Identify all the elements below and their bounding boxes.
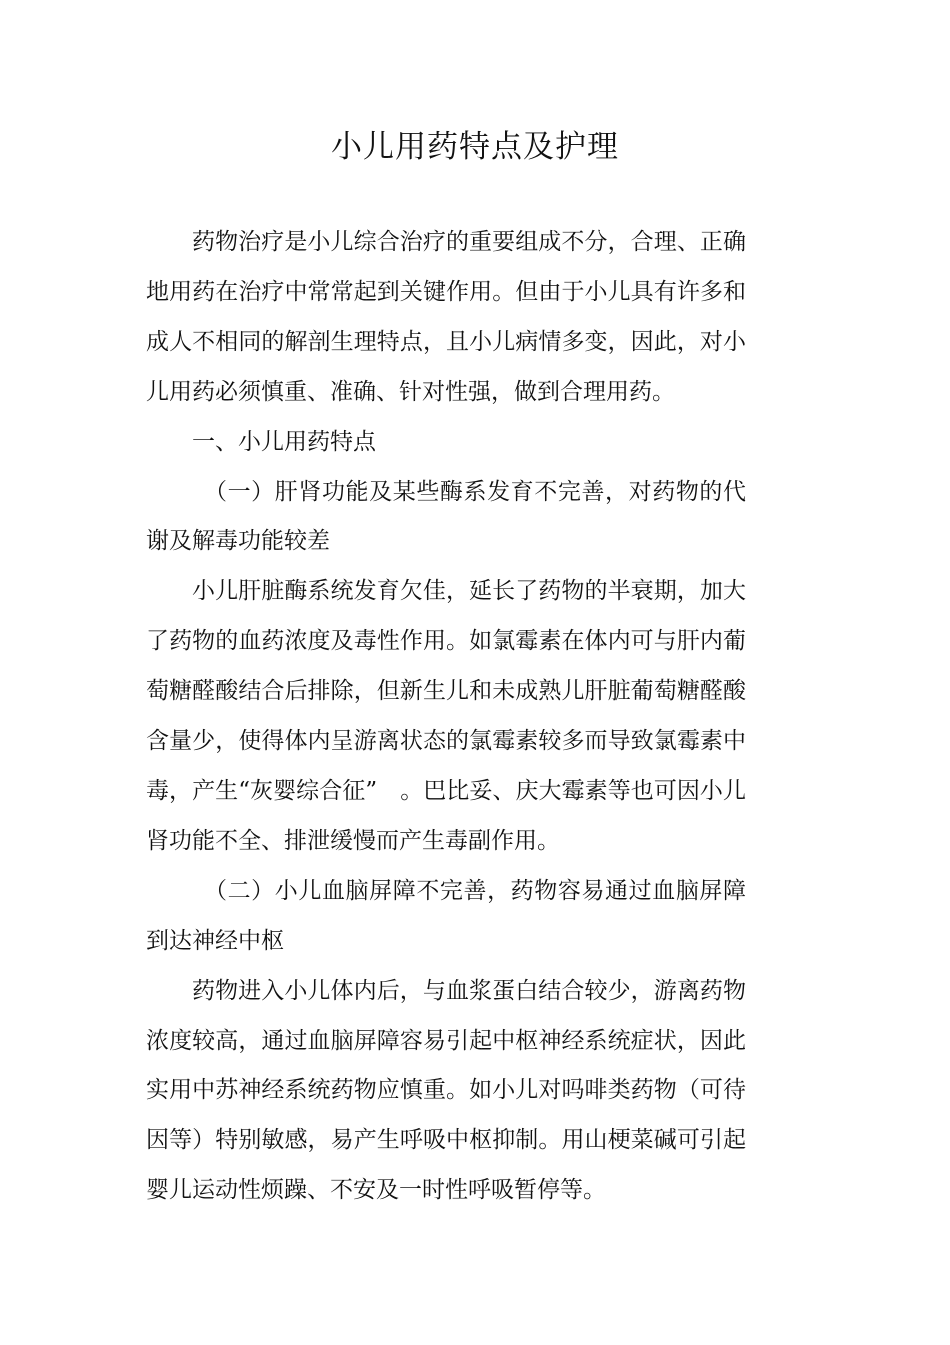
paragraph-liver-kidney: 小儿肝脏酶系统发育欠佳，延长了药物的半衰期，加大了药物的血药浓度及毒性作用。如氯霉素在体内可与肝内葡萄糖醛酸结合后排除，但新生儿和未成熟儿肝脏葡萄糖醛酸含量少，使得体内呈游离状态的氯霉素较多而导致氯霉素中毒，产生“灰婴综合征” 。巴比妥、庆大霉素等也可因小儿肾功能不全、排泄缓慢而产生毒副作用。 [146,578,746,854]
subsection-heading-2: （二）小儿血脑屏障不完善，药物容易通过血脑屏障到达神经中枢 [146,877,746,954]
paragraph-intro: 药物治疗是小儿综合治疗的重要组成不分，合理、正确地用药在治疗中常常起到关键作用。但由于小儿具有许多和成人不相同的解剖生理特点，且小儿病情多变，因此，对小儿用药必须慎重、准确、针对性强，做到合理用药。 [146,229,746,405]
document-title: 小儿用药特点及护理 [331,129,619,165]
document-body [146,218,746,1216]
subsection-heading-1: （一）肝肾功能及某些酶系发育不完善，对药物的代谢及解毒功能较差 [146,478,746,555]
paragraph-blood-brain-barrier: 药物进入小儿体内后，与血浆蛋白结合较少，游离药物浓度较高，通过血脑屏障容易引起中枢神经系统症状，因此实用中苏神经系统药物应慎重。如小儿对吗啡类药物（可待因等）特别敏感，易产生呼吸中枢抑制。用山梗菜碱可引起婴儿运动性烦躁、不安及一时性呼吸暂停等。 [146,977,746,1204]
section-heading-1: 一、小儿用药特点 [192,428,376,455]
